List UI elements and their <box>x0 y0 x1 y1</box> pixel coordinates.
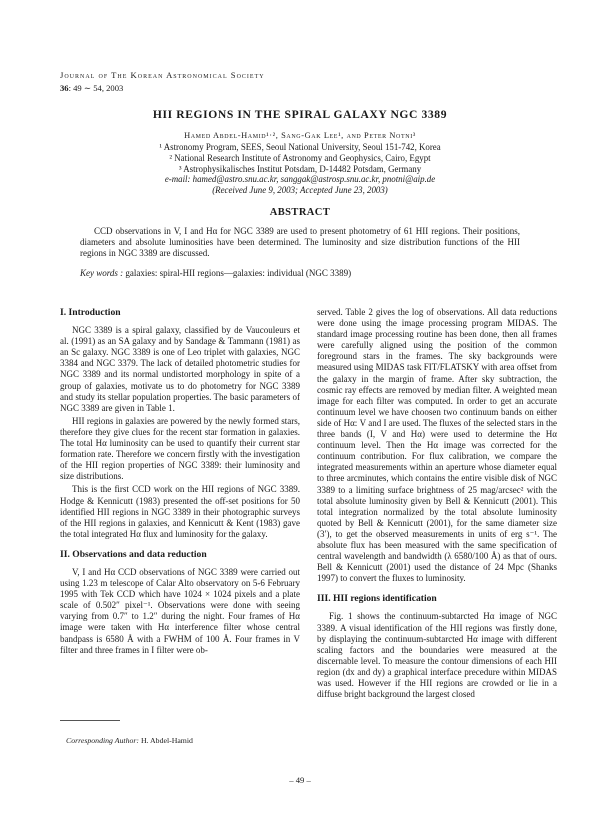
observations-heading: II. Observations and data reduction <box>60 548 207 560</box>
hii-identification-heading: III. HII regions identification <box>317 593 437 605</box>
keywords-label: Key words : <box>80 268 124 278</box>
abstract-text: CCD observations in V, I and Hα for NGC 3389 are used to present photometry of 61 HII regions. Their positions, diameters and absolute luminosities have been determined. The luminosity and size distribution functions of the HII regions in NGC 3389 are discussed. <box>80 226 520 258</box>
footnote-rule <box>60 720 120 721</box>
observations-paragraph-1: V, I and Hα CCD observations of NGC 3389 were carried out using 1.23 m telescope of Calar Alto observatory on 5-6 February 1995 with Tek CCD which have 1024 × 1024 pixels and a plate scale of 0.502″ pixel⁻¹. Observations were done with seeing varying from 0.7″ to 1.2″ during the night. Four frames of Hα image were taken with Hα interference filter whose central bandpass is 6580 Å with a FWHM of 100 Å. Four frames in V filter and three frames in I filter were ob- <box>60 566 300 655</box>
volume-pages: : 49 ∼ 54, 2003 <box>68 83 124 93</box>
observations-paragraph-2: served. Table 2 gives the log of observations. All data reductions were done using the image processing program MIDAS. The standard image processing routine has been done, then all frames were carefully aligned using the position of the common foreground stars in the frames. The sky backgrounds were measured using MIDAS task FIT/FLATSKY with area offset from the galaxy in the margin of frame. After sky subtraction, the cosmic ray effects are removed by median filter. A weighted mean image for each filter was computed. In order to get an accurate continuum level we have choosen two continuum bands on either side of Hα: V and I are used. The fluxes of the selected stars in the three bands (I, V and Hα) were used to determine the Hα continuum level. Then the Hα image was corrected for the continuum contribution. For flux calibration, we compare the integrated measurements within an aperture whose diameter equal to three arcminutes, which contains the entire visible disk of NGC 3389 to a limiting surface brightness of 25 mag/arcsec² with the total absolute luminosity given by Bell & Kennicutt (2001). This total integration normalized by the total absolute luminosity quoted by Bell & Kennicutt (2001), for the same diameter size (3′), to get the observed measurements in units of erg s⁻¹. The absolute flux has been measured with the same specification of central wavelength and bandwidth (λ 6580/100 Å) as that of ours. Bell & Kennicutt (2001) used the distance of 24 Mpc (Shanks 1997) to convert the fluxes to luminosity. <box>317 307 557 584</box>
left-column <box>60 307 300 658</box>
keywords <box>80 268 520 278</box>
page-number: – 49 – <box>289 775 311 785</box>
affiliation-1: ¹ Astronomy Program, SEES, Seoul National University, Seoul 151-742, Korea <box>159 142 441 152</box>
abstract-heading: ABSTRACT <box>269 207 331 218</box>
intro-heading: I. Introduction <box>60 307 121 318</box>
journal-name: Journal of The Korean Astronomical Society <box>60 70 265 80</box>
intro-paragraph-3: This is the first CCD work on the HII regions of NGC 3389. Hodge & Kennicutt (1983) presented the off-set positions for 50 identified HII regions in NGC 3389 in their photographic surveys of the HII regions in galaxies, and Kennicutt & Kent (1983) gave the total integrated Hα flux and luminosity for the galaxy. <box>60 484 300 539</box>
email-line: e-mail: hamed@astro.snu.ac.kr, sanggak@astrosp.snu.ac.kr, pnotni@aip.de <box>164 174 436 185</box>
received-dates: (Received June 9, 2003; Accepted June 23, 2003) <box>212 185 388 196</box>
corresponding-author-footnote <box>66 736 193 745</box>
intro-paragraph-2: HII regions in galaxies are powered by the newly formed stars, therefore they give clues for the recent star formation in galaxies. The total Hα luminosity can be used to quantify their current star formation rate. Therefore we concern firstly with the investigation of the HII region properties of NGC 3389: their luminosity and size distributions. <box>60 415 300 482</box>
keywords-text: galaxies: spiral-HII regions—galaxies: individual (NGC 3389) <box>125 268 352 278</box>
volume-number: 36 <box>60 83 69 93</box>
footnote-label: Corresponding Author: <box>66 736 139 745</box>
paper-title: HII REGIONS IN THE SPIRAL GALAXY NGC 3389 <box>152 108 448 121</box>
affiliation-2: ² National Research Institute of Astronomy and Geophysics, Cairo, Egypt <box>169 152 431 163</box>
author-list: Hamed Abdel-Hamid¹·², Sang-Gak Lee¹, and Peter Notni³ <box>184 131 416 140</box>
intro-paragraph-1: NGC 3389 is a spiral galaxy, classified by de Vaucouleurs et al. (1991) as an SA galaxy and by Sandage & Tammann (1981) as an Sc galaxy. NGC 3389 is one of Leo triplet with galaxies, NGC 3384 and NGC 3379. The lack of detailed photometric studies for NGC 3389 and its normal undistorted morphology in spite of a group of galaxies, motivate us to do photometry for NGC 3389 and study its stellar population properties. The basic parameters of NGC 3389 are given in Table 1. <box>60 325 300 413</box>
footnote-name: H. Abdel-Hamid <box>140 736 193 745</box>
hii-identification-paragraph: Fig. 1 shows the continuum-subtarcted Hα image of NGC 3389. A visual identification of the HII regions was firstly done, by displaying the continuum-subtarcted Hα image with different scaling factors and the boundaries were measured at the discernable level. To measure the contour dimensions of each HII region (dx and dy) a graphical interface precedure within MIDAS was used. However if the HII regions are crowded or lie in a diffuse bright background the largest closed <box>317 611 557 700</box>
right-column <box>317 307 557 702</box>
affiliation-3: ³ Astrophysikalisches Institut Potsdam, D-14482 Potsdam, Germany <box>178 163 422 174</box>
journal-volume <box>60 83 123 94</box>
affiliations <box>0 142 600 196</box>
